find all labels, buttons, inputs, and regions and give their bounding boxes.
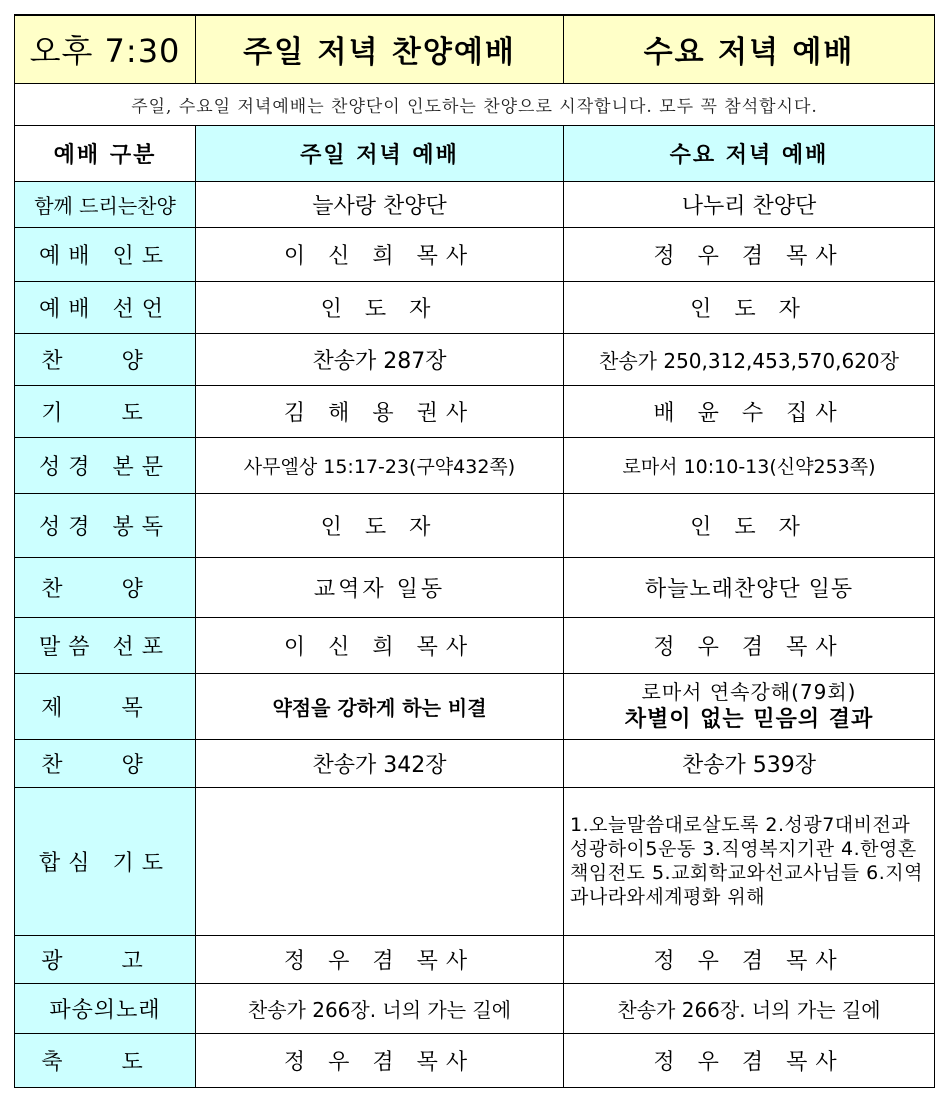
table-row [15, 181, 935, 227]
row-label: 광 고 [15, 935, 196, 983]
row-label: 함께 드리는찬양 [15, 181, 196, 227]
wednesday-cell: 찬송가 250,312,453,570,620장 [564, 333, 935, 385]
table-row [15, 739, 935, 787]
wednesday-cell: 찬송가 266장. 너의 가는 길에 [564, 983, 935, 1033]
sunday-cell: 사무엘상 15:17-23(구약432쪽) [196, 437, 564, 493]
row-label: 성경 본문 [15, 437, 196, 493]
notice-text: 주일, 수요일 저녁예배는 찬양단이 인도하는 찬양으로 시작합니다. 모두 꼭 참석합시다. [15, 83, 935, 125]
row-label: 축 도 [15, 1033, 196, 1087]
table-row [15, 333, 935, 385]
row-label: 합심 기도 [15, 787, 196, 935]
row-label: 성경 봉독 [15, 493, 196, 557]
table-row [15, 437, 935, 493]
wednesday-column-header: 수요 저녁 예배 [564, 125, 935, 181]
wednesday-cell: 하늘노래찬양단 일동 [564, 557, 935, 617]
title-row [15, 15, 935, 83]
row-label: 기 도 [15, 385, 196, 437]
wednesday-cell: 배 윤 수 집사 [564, 385, 935, 437]
sunday-cell: 찬송가 342장 [196, 739, 564, 787]
wednesday-cell: 정 우 겸 목사 [564, 617, 935, 673]
sunday-cell: 찬송가 266장. 너의 가는 길에 [196, 983, 564, 1033]
row-label: 예배 선언 [15, 281, 196, 333]
sunday-cell [196, 787, 564, 935]
table-row [15, 673, 935, 739]
row-label: 찬 양 [15, 333, 196, 385]
wednesday-cell: 찬송가 539장 [564, 739, 935, 787]
sermon-series: 로마서 연속강해(79회) [641, 680, 857, 704]
row-label: 찬 양 [15, 557, 196, 617]
wednesday-cell: 정 우 겸 목사 [564, 1033, 935, 1087]
wednesday-cell: 나누리 찬양단 [564, 181, 935, 227]
sunday-cell: 김 해 용 권사 [196, 385, 564, 437]
sunday-cell: 정 우 겸 목사 [196, 1033, 564, 1087]
sunday-cell: 인 도 자 [196, 281, 564, 333]
sunday-cell: 늘사랑 찬양단 [196, 181, 564, 227]
wednesday-service-title: 수요 저녁 예배 [564, 15, 935, 83]
wednesday-cell: 로마서 10:10-13(신약253쪽) [564, 437, 935, 493]
prayer-topics: 1.오늘말씀대로살도록 2.성광7대비전과 성광하이5운동 3.직영복지기관 4.한영혼책임전도 5.교회학교와선교사님들 6.지역과나라와세계평화 위해 [564, 787, 935, 935]
column-header-row [15, 125, 935, 181]
row-label: 찬 양 [15, 739, 196, 787]
sermon-title-wednesday [564, 673, 935, 739]
sunday-cell: 이 신 희 목사 [196, 617, 564, 673]
row-label: 말씀 선포 [15, 617, 196, 673]
sunday-column-header: 주일 저녁 예배 [196, 125, 564, 181]
table-row [15, 227, 935, 281]
wednesday-cell: 정 우 겸 목사 [564, 935, 935, 983]
wednesday-cell: 인 도 자 [564, 493, 935, 557]
sermon-title-sunday: 약점을 강하게 하는 비결 [196, 673, 564, 739]
table-row [15, 493, 935, 557]
category-header: 예배 구분 [15, 125, 196, 181]
sunday-service-title: 주일 저녁 찬양예배 [196, 15, 564, 83]
table-row [15, 787, 935, 935]
sunday-cell: 교역자 일동 [196, 557, 564, 617]
row-label: 예배 인도 [15, 227, 196, 281]
table-row [15, 617, 935, 673]
row-label: 파송의노래 [15, 983, 196, 1033]
sermon-title: 차별이 없는 믿음의 결과 [624, 707, 874, 732]
table-row [15, 281, 935, 333]
wednesday-cell: 인 도 자 [564, 281, 935, 333]
table-row [15, 385, 935, 437]
sunday-cell: 이 신 희 목사 [196, 227, 564, 281]
table-row [15, 1033, 935, 1087]
table-row [15, 935, 935, 983]
sunday-cell: 정 우 겸 목사 [196, 935, 564, 983]
table-row [15, 983, 935, 1033]
table-row [15, 557, 935, 617]
sunday-cell: 찬송가 287장 [196, 333, 564, 385]
notice-row [15, 83, 935, 125]
worship-schedule-table [14, 14, 935, 1088]
service-time: 오후 7:30 [15, 15, 196, 83]
row-label: 제 목 [15, 673, 196, 739]
wednesday-cell: 정 우 겸 목사 [564, 227, 935, 281]
sunday-cell: 인 도 자 [196, 493, 564, 557]
